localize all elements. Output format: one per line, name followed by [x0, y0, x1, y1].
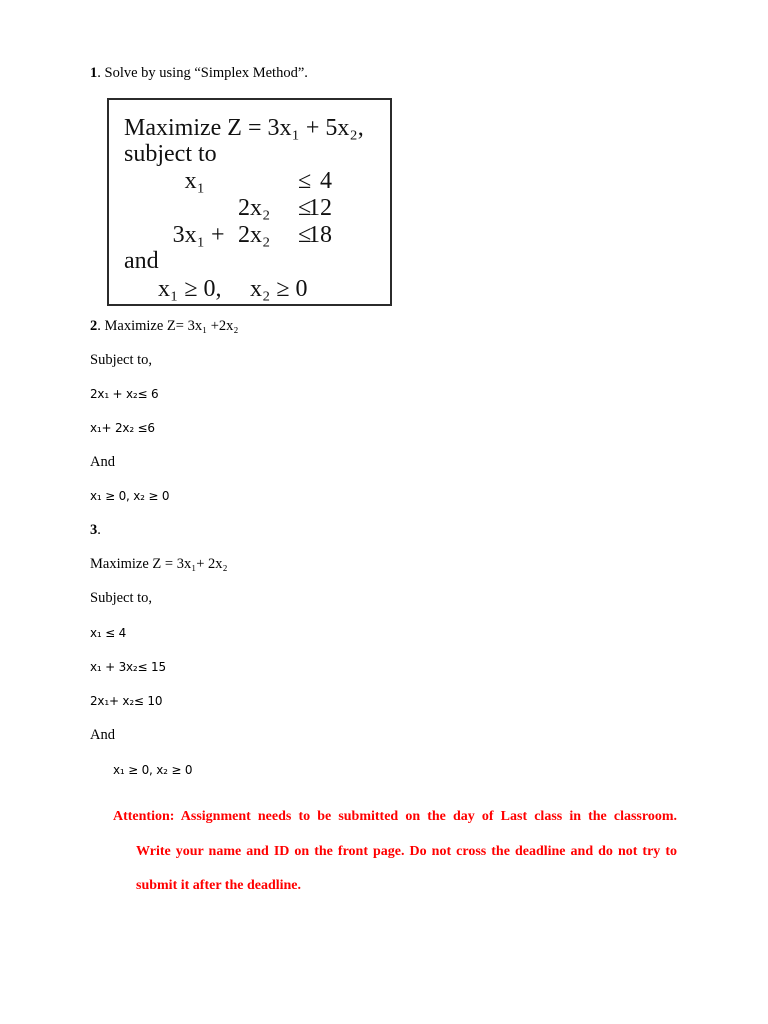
problem-2-nonnegativity: x₁ ≥ 0, x₂ ≥ 0 — [90, 489, 170, 503]
problem-2-and: And — [90, 454, 115, 470]
figure-constraint-2-rhs: 12 — [308, 195, 332, 221]
problem-3-and: And — [90, 727, 115, 743]
figure-constraint-3-plus: + — [211, 222, 225, 248]
attention-line-1: Attention: Assignment needs to be submitted on the day of Last class in the classroom. — [113, 809, 677, 824]
problem-2-number: 2 — [90, 318, 98, 334]
problem-3-nonnegativity: x₁ ≥ 0, x₂ ≥ 0 — [113, 763, 193, 777]
figure-constraint-3-rhs: 18 — [308, 222, 332, 248]
problem-1-number: 1 — [90, 65, 98, 81]
figure-nonnegativity-x1: x₁ ≥ 0, — [158, 276, 222, 302]
attention-line-2: Write your name and ID on the front page. Do not cross the deadline and do not try to — [136, 844, 677, 859]
problem-1-heading — [90, 64, 308, 82]
problem-3-constraint-3: 2x₁+ x₂≤ 10 — [90, 694, 163, 708]
figure-constraint-1-x1-term: x₁ — [184, 168, 205, 194]
figure-constraint-1-operator: ≤ — [298, 168, 312, 194]
figure-constraint-3-x2-term: 2x₂ — [238, 222, 271, 248]
figure-subject-to: subject to — [124, 141, 217, 167]
problem-3-heading — [90, 521, 101, 539]
figure-objective: Maximize Z = 3x₁ + 5x₂, — [124, 115, 364, 141]
figure-constraint-3-x1-term: 3x₁ — [172, 222, 205, 248]
problem-2-constraint-1: 2x₁ + x₂≤ 6 — [90, 387, 159, 401]
problem-3-objective: Maximize Z = 3x₁+ 2x₂ — [90, 556, 228, 572]
problem-1-formulation-image — [107, 98, 392, 306]
problem-2-subject-to: Subject to, — [90, 352, 153, 368]
problem-3-number: 3 — [90, 522, 98, 538]
problem-1-instruction: . Solve by using “Simplex Method”. — [97, 65, 308, 81]
problem-3-constraint-2: x₁ + 3x₂≤ 15 — [90, 660, 166, 674]
figure-constraint-1-rhs: 4 — [320, 168, 332, 194]
figure-nonnegativity-x2: x₂ ≥ 0 — [250, 276, 308, 302]
attention-line-3: submit it after the deadline. — [136, 878, 302, 893]
figure-and: and — [124, 248, 159, 274]
figure-constraint-2-x2-term: 2x₂ — [238, 195, 271, 221]
problem-3-subject-to: Subject to, — [90, 590, 153, 606]
problem-3-number-suffix: . — [97, 522, 101, 538]
problem-2-constraint-2: x₁+ 2x₂ ≤6 — [90, 421, 155, 435]
problem-3-constraint-1: x₁ ≤ 4 — [90, 626, 127, 640]
problem-2-heading — [90, 317, 238, 335]
figure-constraint-2-operator: ≤ — [298, 195, 312, 221]
problem-2-objective: . Maximize Z= 3x₁ +2x₂ — [97, 318, 239, 334]
figure-constraint-3-operator: ≤ — [298, 222, 312, 248]
